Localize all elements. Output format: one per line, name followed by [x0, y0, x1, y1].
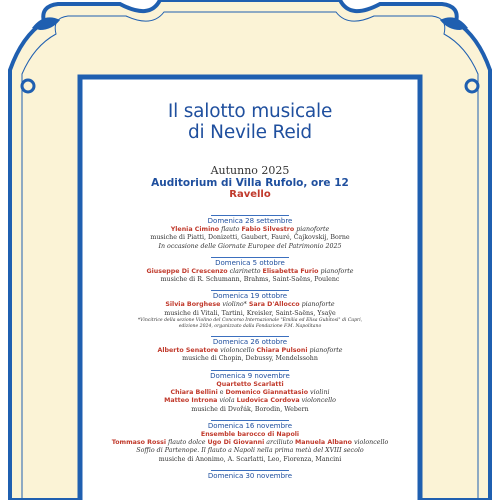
performer-name: Ludovica Cordova: [236, 397, 300, 405]
instrument-or-note: viola: [217, 397, 237, 405]
footnote-text: *Vincitrice della sezione Violino del Concorso Internazionale "Emilia ed Elisa Gubitosi" di Capri,: [137, 318, 363, 324]
concert-detail-line: [88, 276, 412, 284]
performer-name: Elisabetta Furio: [262, 267, 319, 275]
concert-date: Domenica 19 ottobre: [212, 292, 288, 301]
instrument-or-note: violoncello: [299, 397, 336, 405]
concert-entry: [88, 370, 412, 414]
performer-name: Ensemble barocco di Napoli: [200, 430, 300, 438]
performer-name: Domenico Giannattasio: [225, 388, 309, 396]
performer-name: Giuseppe Di Crescenzo: [146, 267, 228, 275]
concert-detail-line: [88, 456, 412, 464]
performer-name: Ylenia Cimino: [170, 226, 220, 233]
concert-entry: [88, 336, 412, 364]
concert-detail-line: [88, 431, 412, 439]
concert-detail-line: [88, 310, 412, 318]
performer-name: Fabio Silvestro: [241, 226, 295, 233]
instrument-or-note: flauto dolce: [166, 439, 208, 447]
concert-entry: [88, 470, 412, 481]
program-text: musiche di Piatti, Donizetti, Gaubert, Fauré, Čajkovskij, Borne: [150, 234, 350, 242]
performer-name: Chiara Pulsoni: [256, 347, 308, 355]
performer-name: Manuela Albano: [295, 439, 352, 447]
footnote-text: edizione 2024, organizzato dalla Fondazione F.M. Napolitano: [178, 324, 322, 330]
season-label: Autunno 2025: [210, 164, 290, 177]
performer-name: Ugo Di Giovanni: [207, 439, 265, 447]
date-divider: [211, 290, 289, 291]
instrument-or-note: pianoforte: [307, 347, 343, 355]
date-divider: [211, 336, 289, 337]
concert-detail-line: [88, 406, 412, 414]
title-line-1: Il salotto musicale: [167, 101, 333, 122]
date-divider: [211, 420, 289, 421]
concert-detail-line: [88, 397, 412, 405]
concert-detail-line: [88, 268, 412, 276]
instrument-or-note: flauto: [219, 226, 242, 233]
place-label: Ravello: [229, 189, 271, 200]
concert-detail-line: [88, 355, 412, 363]
program-text: musiche di Anonimo, A. Scarlatti, Leo, Fiorenza, Mancini: [158, 455, 342, 463]
poster-title: [88, 101, 412, 143]
instrument-or-note: In occasione delle Giornate Europee del Patrimonio 2025: [158, 242, 342, 250]
date-divider: [211, 257, 289, 258]
program-text: musiche di Chopin, Debussy, Mendelssohn: [182, 355, 318, 363]
concert-date: Domenica 5 ottobre: [215, 258, 285, 267]
concert-detail-line: [88, 389, 412, 397]
performer-name: Sara D'Allocco: [248, 301, 300, 309]
concert-detail-line: [88, 381, 412, 389]
concert-entry: [88, 420, 412, 464]
instrument-or-note: pianoforte: [294, 226, 330, 233]
performer-name: Tommaso Rossi: [111, 439, 166, 447]
concert-detail-line: [88, 347, 412, 355]
date-divider: [211, 470, 289, 471]
concert-detail-line: [88, 234, 412, 242]
concert-detail-line: [88, 301, 412, 309]
instrument-or-note: violino*: [220, 301, 249, 309]
concert-detail-line: [88, 439, 412, 447]
program-text: musiche di Dvořák, Borodin, Webern: [191, 405, 309, 413]
instrument-or-note: pianoforte: [299, 301, 335, 309]
performer-name: Matteo Introna: [164, 397, 218, 405]
instrument-or-note: violoncello: [351, 439, 389, 447]
concert-footnote: [88, 324, 412, 330]
program-text: musiche di Vitali, Tartini, Kreisler, Saint-Saëns, Ysaÿe: [164, 309, 336, 317]
concert-date: Domenica 26 ottobre: [212, 338, 288, 347]
date-divider: [211, 370, 289, 371]
concert-date: Domenica 30 novembre: [207, 472, 293, 481]
concert-detail-line: [88, 243, 412, 251]
concert-entry: [88, 215, 412, 251]
concert-entry: [88, 257, 412, 285]
performer-name: Quartetto Scarlatti: [216, 380, 284, 388]
instrument-or-note: violoncello: [218, 347, 257, 355]
concert-date: Domenica 16 novembre: [207, 421, 293, 430]
venue-label: Auditorium di Villa Rufolo, ore 12: [151, 177, 349, 189]
instrument-or-note: pianoforte: [318, 267, 354, 275]
concert-detail-line: [88, 447, 412, 455]
concert-entry: [88, 290, 412, 330]
instrument-or-note: Soffio di Partenope. Il flauto a Napoli nella prima metà del XVIII secolo: [136, 447, 364, 455]
concert-date: Domenica 28 settembre: [207, 217, 293, 225]
performer-name: Chiara Bellini: [170, 388, 218, 396]
concert-list: [88, 215, 412, 481]
date-divider: [211, 215, 289, 216]
instrument-or-note: arciliuto: [264, 439, 296, 447]
instrument-or-note: clarinetto: [227, 267, 263, 275]
concert-date: Domenica 9 novembre: [210, 371, 290, 380]
program-text: e: [217, 388, 226, 396]
poster-content: [88, 83, 412, 500]
performer-name: Alberto Senatore: [157, 347, 219, 355]
program-text: musiche di R. Schumann, Brahms, Saint-Saëns, Poulenc: [160, 276, 340, 284]
instrument-or-note: violini: [308, 388, 330, 396]
performer-name: Silvia Borghese: [165, 301, 221, 309]
title-line-2: di Nevile Reid: [188, 122, 312, 143]
